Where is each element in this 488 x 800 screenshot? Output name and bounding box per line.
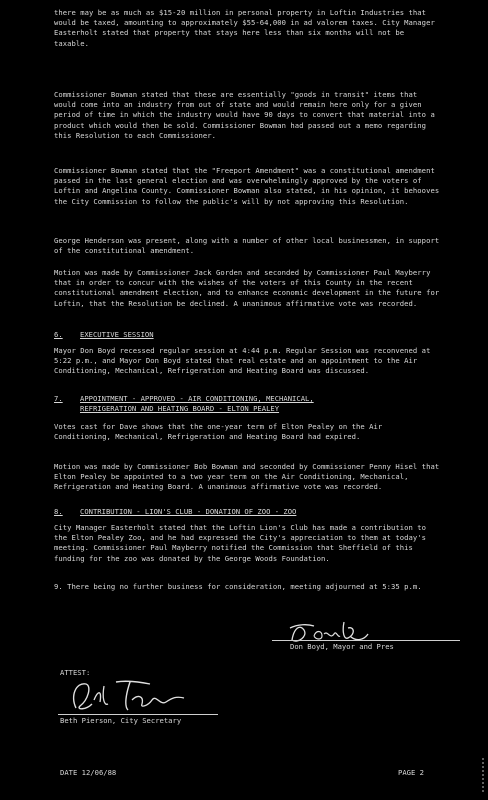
paragraph-motion-decline: Motion was made by Commissioner Jack Gorden and seconded by Commissioner Paul Mayberry that in order to concur with the wishes of the voters of this County in the recent constitutional amendment election, and to enhance economic development in the future for Loftin, that the Resolution be declined. A unanimous affirmative vote was recorded. [54,268,440,308]
paragraph-term-expired: Votes cast for Dave shows that the one-year term of Elton Pealey on the Air Conditioning, Mechanical, Refrigeration and Heating Board had expired. [54,422,383,442]
heading-number: 8. [54,507,63,516]
paragraph-lions-club: City Manager Easterholt stated that the Loftin Lion's Club has made a contribution to the Elton Pealey Zoo, and he had expressed the City's appreciation to them at today's meeting. Commissioner Paul Mayberry notified the Commission that Sheffield of this funding for the zoo was donated by the George Woods Foundation. [54,523,427,563]
paragraph-adjourned: 9. There being no further business for consideration, meeting adjourned at 5:35 p.m. [54,582,422,591]
footer-date: DATE 12/06/88 [60,768,117,777]
paragraph-businessmen-support: George Henderson was present, along with a number of other local businessmen, in support of the constitutional amendment. [54,236,440,256]
heading-appointment [54,394,444,414]
heading-title-line1: APPOINTMENT - APPROVED - AIR CONDITIONING, MECHANICAL, [80,394,314,403]
secretary-signature-line [58,714,218,715]
secretary-name: Beth Pierson, City Secretary [60,716,182,725]
footer-page-number: PAGE 2 [398,768,424,777]
paragraph-property-tax: there may be as much as $15-20 million in personal property in Loftin Industries that would be taxed, amounting to approximately $55-64,000 in ad valorem taxes. City Manager Easterholt stated that property that stays here less than six months will not be taxable. [54,8,435,48]
heading-title-line2: REFRIGERATION AND HEATING BOARD - ELTON PEALEY [80,404,280,414]
scan-edge-mark [480,758,486,794]
mayor-signature-line [272,640,460,641]
heading-number: 7. [54,394,63,403]
heading-title: EXECUTIVE SESSION [80,330,154,339]
heading-contribution [54,507,444,517]
paragraph-freeport-amendment: Commissioner Bowman stated that the "Freeport Amendment" was a constitutional amendment passed in the last general election and was overwhelmingly approved by the voters of Loftin and Angelina County. Commissioner Bowman also stated, in his opinion, it behooves the City Commission to follow the public's will by not approving this Resolution. [54,166,440,206]
paragraph-recess: Mayor Don Boyd recessed regular session at 4:44 p.m. Regular Session was reconvened at 5:22 p.m., and Mayor Don Boyd stated that real estate and an appointment to the Air Conditioning, Mechanical, Refrigeration and Heating Board was discussed. [54,346,431,376]
secretary-signature [66,676,196,716]
heading-executive-session [54,330,444,340]
paragraph-motion-appoint: Motion was made by Commissioner Bob Bowman and seconded by Commissioner Penny Hisel that Elton Pealey be appointed to a two year term on the Air Conditioning, Mechanical, Refrigeration and Heating Board. A unanimous affirmative vote was recorded. [54,462,440,492]
paragraph-goods-in-transit: Commissioner Bowman stated that these are essentially "goods in transit" items that would come into an industry from out of state and would remain here only for a given period of time in which the industry would have 90 days to convert that material into a product which would then be sold. Commissioner Bowman had passed out a memo regarding this Resolution to each Commissioner. [54,90,435,140]
mayor-name: Don Boyd, Mayor and Pres [290,642,394,651]
heading-number: 6. [54,330,63,339]
attest-label: ATTEST: [60,668,91,677]
heading-title: CONTRIBUTION - LION'S CLUB - DONATION OF ZOO - ZOO [80,507,297,516]
